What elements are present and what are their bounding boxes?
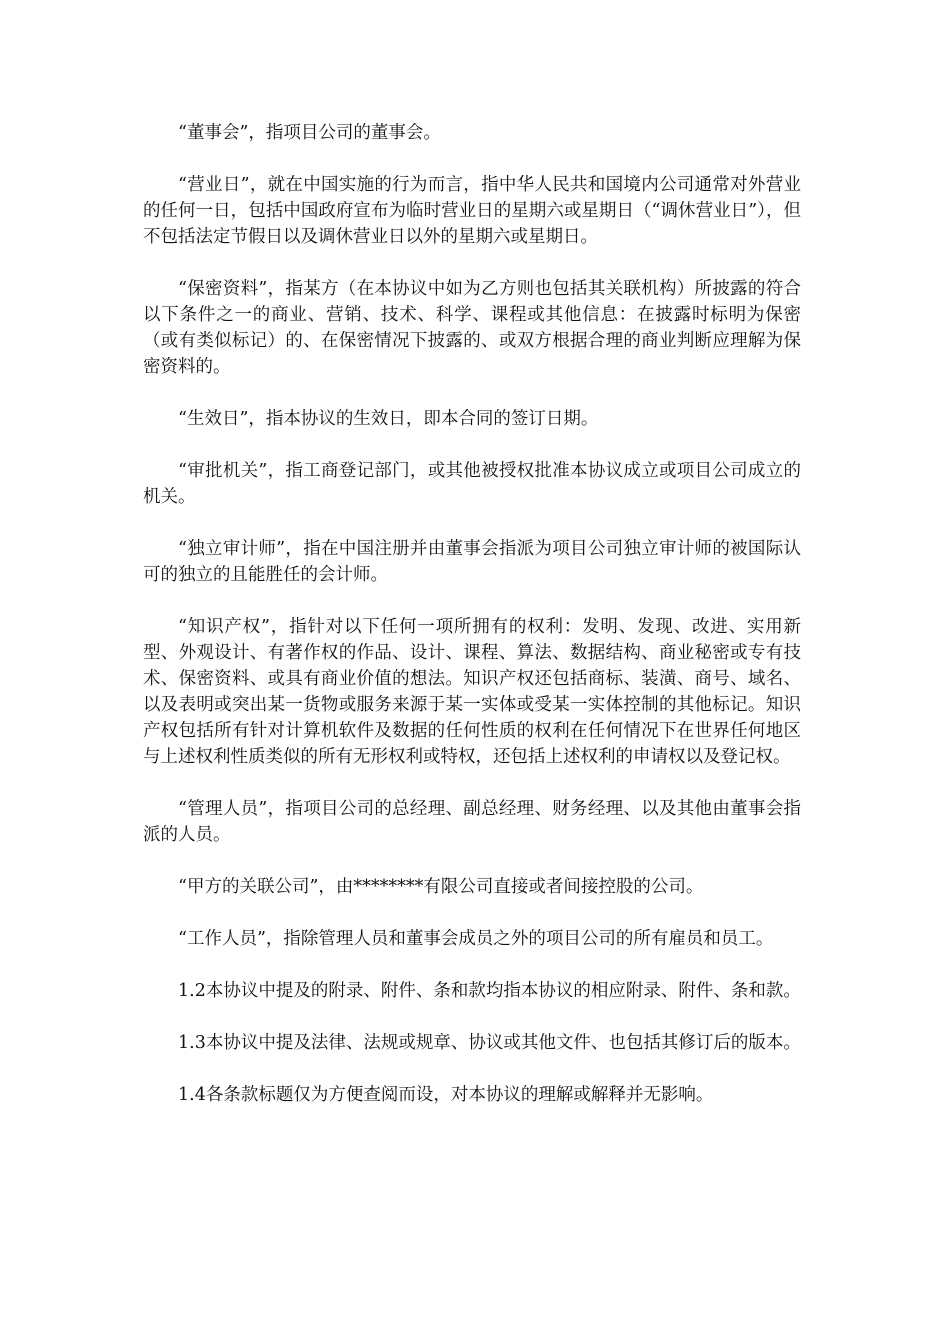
definition-effective-date: “生效日”，指本协议的生效日，即本合同的签订日期。 [178,409,599,429]
definition-approval-authority: “审批机关”，指工商登记部门，或其他被授权批准本协议成立或项目公司成立的机关。 [143,461,801,507]
clause-1-3: 1.3本协议中提及法律、法规或规章、协议或其他文件、也包括其修订后的版本。 [178,1033,801,1053]
clause-1-4: 1.4各条款标题仅为方便查阅而设，对本协议的理解或解释并无影响。 [178,1085,714,1105]
definition-confidential-information: “保密资料”，指某方（在本协议中如为乙方则也包括其关联机构）所披露的符合以下条件之一的商业、营销、技术、科学、课程或其他信息：在披露时标明为保密（或有类似标记）的、在保密情况下披露的、或双方根据合理的商业判断应理解为保密资料的。 [143,279,801,377]
document-body [143,120,801,1134]
definition-board-of-directors: “董事会”，指项目公司的董事会。 [178,123,441,143]
definition-staff: “工作人员”，指除管理人员和董事会成员之外的项目公司的所有雇员和员工。 [178,929,774,949]
definition-independent-auditor: “独立审计师”，指在中国注册并由董事会指派为项目公司独立审计师的被国际认可的独立的且能胜任的会计师。 [143,539,801,585]
definition-business-day: “营业日”，就在中国实施的行为而言，指中华人民共和国境内公司通常对外营业的任何一日，包括中国政府宣布为临时营业日的星期六或星期日（“调休营业日”），但不包括法定节假日以及调休营业日以外的星期六或星期日。 [143,175,801,247]
clause-1-2: 1.2本协议中提及的附录、附件、条和款均指本协议的相应附录、附件、条和款。 [178,981,801,1001]
definition-party-a-affiliate: “甲方的关联公司”，由********有限公司直接或者间接控股的公司。 [178,877,704,897]
definition-intellectual-property: “知识产权”，指针对以下任何一项所拥有的权利：发明、发现、改进、实用新型、外观设计、有著作权的作品、设计、课程、算法、数据结构、商业秘密或专有技术、保密资料、或具有商业价值的想法。知识产权还包括商标、装潢、商号、域名、以及表明或突出某一货物或服务来源于某一实体或受某一实体控制的其他标记。知识产权包括所有针对计算机软件及数据的任何性质的权利在任何情况下在世界任何地区与上述权利性质类似的所有无形权利或特权，还包括上述权利的申请权以及登记权。 [143,617,801,767]
definition-management-personnel: “管理人员”，指项目公司的总经理、副总经理、财务经理、以及其他由董事会指派的人员。 [143,799,801,845]
